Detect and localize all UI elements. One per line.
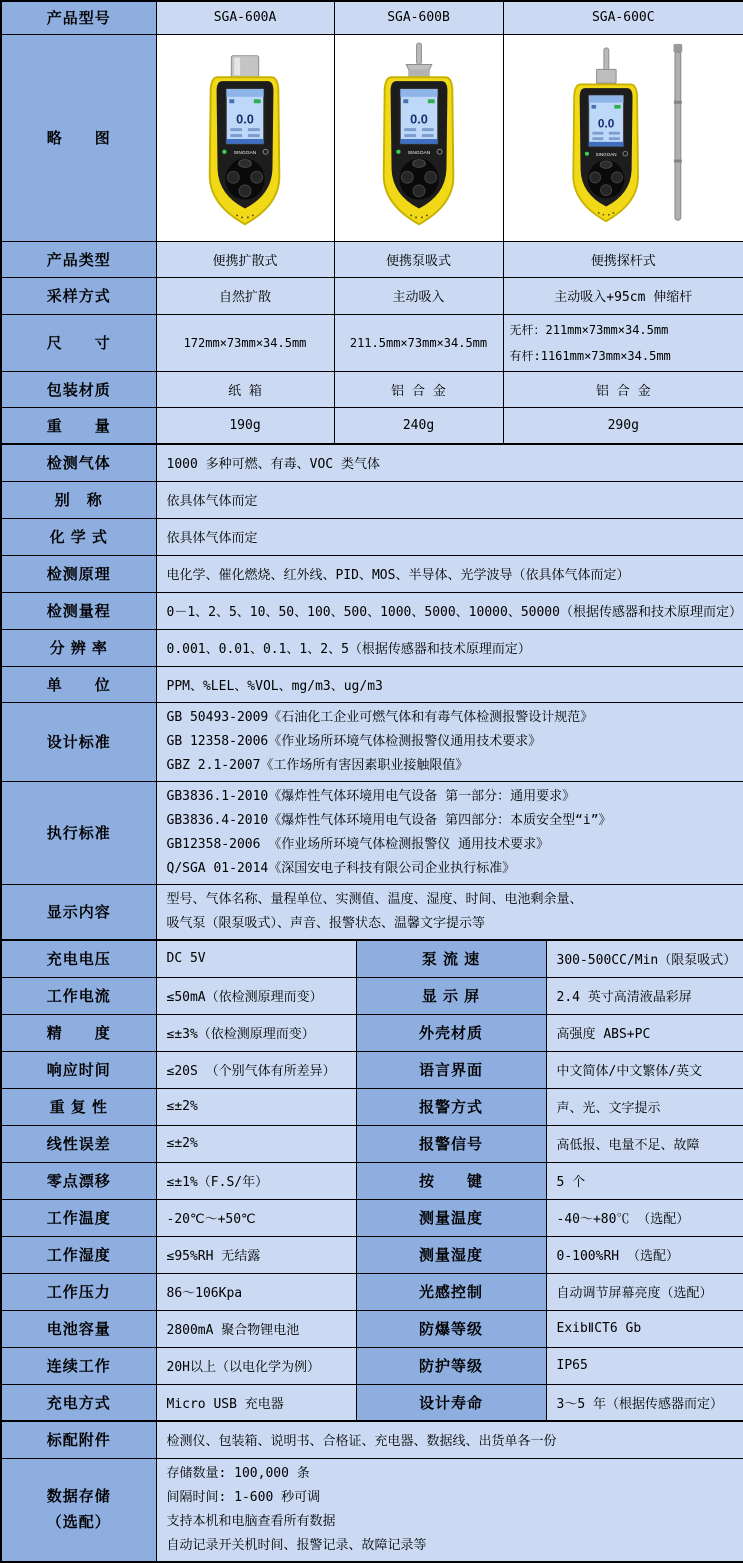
spec-row — [1, 241, 743, 277]
row-label: 显示内容 — [1, 884, 156, 940]
row-label: 设计寿命 — [356, 1384, 546, 1421]
row-value — [156, 702, 743, 781]
row-label: 报警信号 — [356, 1125, 546, 1162]
row-label: 响应时间 — [1, 1051, 156, 1088]
row-label: 报警方式 — [356, 1088, 546, 1125]
row-label: 连续工作 — [1, 1347, 156, 1384]
standard-line: GB 12358-2006《作业场所环境气体检测报警仪通用技术要求》 — [166, 733, 542, 749]
spec-row — [1, 1384, 743, 1421]
row-value: 高强度 ABS+PC — [546, 1014, 743, 1051]
spec-row — [1, 407, 743, 444]
row-value: -20℃～+50℃ — [156, 1199, 356, 1236]
standard-line: GB12358-2006 《作业场所环境气体检测报警仪 通用技术要求》 — [166, 836, 550, 852]
spec-table-double — [0, 939, 743, 1422]
spec-row — [1, 555, 743, 592]
row-label: 工作温度 — [1, 1199, 156, 1236]
photo-cell-sga-600a — [156, 34, 334, 241]
spec-row — [1, 1162, 743, 1199]
row-value: ≤20S （个别气体有所差异） — [156, 1051, 356, 1088]
standard-line: GBZ 2.1-2007《工作场所有害因素职业接触限值》 — [166, 757, 469, 773]
row-label: 线性误差 — [1, 1125, 156, 1162]
row-label-line: （选配） — [46, 1513, 111, 1531]
row-label: 工作湿度 — [1, 1236, 156, 1273]
row-label: 充电电压 — [1, 940, 156, 977]
model-name: SGA-600B — [334, 1, 503, 34]
row-value: ≤95%RH 无结露 — [156, 1236, 356, 1273]
display-content-line: 吸气泵（限泵吸式）、声音、报警状态、温馨文字提示等 — [166, 915, 486, 931]
row-value: 自动调节屏幕亮度（选配） — [546, 1273, 743, 1310]
row-value: PPM、%LEL、%VOL、mg/m3、ug/m3 — [156, 666, 743, 702]
storage-line: 存储数量: 100,000 条 — [166, 1465, 310, 1481]
row-label: 检测原理 — [1, 555, 156, 592]
row-value: 高低报、电量不足、故障 — [546, 1125, 743, 1162]
row-label: 检测量程 — [1, 592, 156, 629]
row-value: 211.5mm×73mm×34.5mm — [334, 314, 503, 371]
row-label: 执行标准 — [1, 781, 156, 884]
spec-row — [1, 444, 743, 481]
row-value: 1000 多种可燃、有毒、VOC 类气体 — [156, 444, 743, 481]
row-label: 别 称 — [1, 481, 156, 518]
spec-row — [1, 1051, 743, 1088]
spec-row — [1, 1458, 743, 1562]
spec-row — [1, 781, 743, 884]
row-label: 外壳材质 — [356, 1014, 546, 1051]
row-value: 86～106Kpa — [156, 1273, 356, 1310]
spec-row — [1, 1014, 743, 1051]
storage-line: 支持本机和电脑查看所有数据 — [166, 1513, 336, 1529]
row-label: 零点漂移 — [1, 1162, 156, 1199]
row-label: 略 图 — [1, 34, 156, 241]
row-value: Micro USB 充电器 — [156, 1384, 356, 1421]
spec-row — [1, 371, 743, 407]
row-label: 电池容量 — [1, 1310, 156, 1347]
row-value: 自然扩散 — [156, 277, 334, 314]
row-label: 设计标准 — [1, 702, 156, 781]
row-value: 190g — [156, 407, 334, 444]
row-label: 精 度 — [1, 1014, 156, 1051]
row-label: 产品型号 — [1, 1, 156, 34]
device-photo-sga-600a — [170, 40, 320, 236]
row-label: 语言界面 — [356, 1051, 546, 1088]
photo-cell-sga-600c — [503, 34, 743, 241]
row-label: 分 辨 率 — [1, 629, 156, 666]
row-label: 化 学 式 — [1, 518, 156, 555]
row-value: 0－1、2、5、10、50、100、500、1000、5000、10000、50000（根据传感器和技术原理而定） — [156, 592, 743, 629]
rod-shaft — [675, 51, 681, 220]
spec-row — [1, 481, 743, 518]
spec-row — [1, 629, 743, 666]
row-label: 工作压力 — [1, 1273, 156, 1310]
row-value: 便携泵吸式 — [334, 241, 503, 277]
row-label — [1, 1458, 156, 1562]
spec-table-middle — [0, 443, 743, 941]
device-photo-sga-600b — [344, 40, 494, 236]
row-value: 中文简体/中文繁体/英文 — [546, 1051, 743, 1088]
row-label: 测量湿度 — [356, 1236, 546, 1273]
sketch-row — [1, 34, 743, 241]
pump-probe-stem — [416, 42, 421, 64]
row-value: IP65 — [546, 1347, 743, 1384]
row-value: 电化学、催化燃烧、红外线、PID、MOS、半导体、光学波导（依具体气体而定） — [156, 555, 743, 592]
row-label: 测量温度 — [356, 1199, 546, 1236]
spec-row — [1, 666, 743, 702]
dimension-line: 有杆:1161mm×73mm×34.5mm — [509, 348, 671, 363]
photo-cell-sga-600b — [334, 34, 503, 241]
row-value: 2.4 英寸高清液晶彩屏 — [546, 977, 743, 1014]
row-value: 3～5 年（根据传感器而定） — [546, 1384, 743, 1421]
row-value: 290g — [503, 407, 743, 444]
row-label: 充电方式 — [1, 1384, 156, 1421]
spec-row — [1, 1273, 743, 1310]
row-label-line: 数据存储 — [46, 1487, 111, 1505]
row-value: 0.001、0.01、0.1、1、2、5（根据传感器和技术原理而定） — [156, 629, 743, 666]
standard-line: GB3836.1-2010《爆炸性气体环境用电气设备 第一部分：通用要求》 — [166, 788, 576, 804]
display-content-line: 型号、气体名称、量程单位、实测值、温度、湿度、时间、电池剩余量、 — [166, 891, 583, 907]
row-value: 240g — [334, 407, 503, 444]
row-value: 铝 合 金 — [503, 371, 743, 407]
row-value: 172mm×73mm×34.5mm — [156, 314, 334, 371]
spec-row — [1, 977, 743, 1014]
storage-line: 间隔时间: 1-600 秒可调 — [166, 1489, 321, 1505]
model-name: SGA-600A — [156, 1, 334, 34]
row-label: 防护等级 — [356, 1347, 546, 1384]
row-value: 便携扩散式 — [156, 241, 334, 277]
spec-row — [1, 518, 743, 555]
row-value — [156, 884, 743, 940]
row-value — [156, 781, 743, 884]
row-value: ≤±2% — [156, 1125, 356, 1162]
spec-row — [1, 1199, 743, 1236]
row-label: 产品类型 — [1, 241, 156, 277]
row-label: 防爆等级 — [356, 1310, 546, 1347]
spec-table-bottom — [0, 1420, 743, 1563]
row-value: DC 5V — [156, 940, 356, 977]
row-label: 光感控制 — [356, 1273, 546, 1310]
row-value: 主动吸入+95cm 伸缩杆 — [503, 277, 743, 314]
standard-line: Q/SGA 01-2014《深国安电子科技有限公司企业执行标准》 — [166, 860, 516, 876]
row-value: 铝 合 金 — [334, 371, 503, 407]
row-value: ≤±1%（F.S/年） — [156, 1162, 356, 1199]
row-label: 重 复 性 — [1, 1088, 156, 1125]
model-name: SGA-600C — [503, 1, 743, 34]
row-label: 采样方式 — [1, 277, 156, 314]
spec-row — [1, 1347, 743, 1384]
row-label: 尺 寸 — [1, 314, 156, 371]
row-value: 纸 箱 — [156, 371, 334, 407]
standard-line: GB 50493-2009《石油化工企业可燃气体和有毒气体检测报警设计规范》 — [166, 709, 594, 725]
row-value: 检测仪、包装箱、说明书、合格证、充电器、数据线、出货单各一份 — [156, 1421, 743, 1458]
spec-row — [1, 940, 743, 977]
device-photo-sga-600c — [548, 40, 698, 236]
row-value: 主动吸入 — [334, 277, 503, 314]
row-value: 300-500CC/Min（限泵吸式） — [546, 940, 743, 977]
row-value: ≤±3%（依检测原理而变） — [156, 1014, 356, 1051]
spec-row — [1, 314, 743, 371]
spec-row — [1, 1421, 743, 1458]
spec-row — [1, 592, 743, 629]
row-value — [503, 314, 743, 371]
row-value — [156, 1458, 743, 1562]
row-value: 便携探杆式 — [503, 241, 743, 277]
row-value: 0-100%RH （选配） — [546, 1236, 743, 1273]
rod-joint — [674, 100, 682, 103]
row-label: 泵 流 速 — [356, 940, 546, 977]
row-value: ExibⅡCT6 Gb — [546, 1310, 743, 1347]
standard-line: GB3836.4-2010《爆炸性气体环境用电气设备 第四部分：本质安全型“i”》 — [166, 812, 612, 828]
rod-joint — [674, 159, 682, 162]
row-label: 工作电流 — [1, 977, 156, 1014]
row-value: ≤50mA（依检测原理而变） — [156, 977, 356, 1014]
row-label: 检测气体 — [1, 444, 156, 481]
spec-table-top — [0, 0, 743, 445]
row-value: 2800mA 聚合物锂电池 — [156, 1310, 356, 1347]
row-label: 标配附件 — [1, 1421, 156, 1458]
row-label: 显 示 屏 — [356, 977, 546, 1014]
spec-row — [1, 884, 743, 940]
dimension-line: 无杆：211mm×73mm×34.5mm — [509, 322, 669, 337]
spec-row — [1, 1125, 743, 1162]
row-label: 重 量 — [1, 407, 156, 444]
sensor-cap-highlight — [234, 57, 240, 75]
storage-line: 自动记录开关机时间、报警记录、故障记录等 — [166, 1537, 427, 1553]
row-value: 依具体气体而定 — [156, 518, 743, 555]
sensor-cap — [597, 69, 617, 83]
spec-row — [1, 1088, 743, 1125]
row-label: 包装材质 — [1, 371, 156, 407]
spec-row — [1, 702, 743, 781]
row-label: 按 键 — [356, 1162, 546, 1199]
row-label: 单 位 — [1, 666, 156, 702]
spec-row — [1, 1310, 743, 1347]
row-value: 20H以上（以电化学为例） — [156, 1347, 356, 1384]
telescopic-rod — [674, 43, 683, 219]
row-value: -40～+80℃ （选配） — [546, 1199, 743, 1236]
spec-row — [1, 1236, 743, 1273]
row-value: 声、光、文字提示 — [546, 1088, 743, 1125]
spec-row — [1, 277, 743, 314]
row-value: ≤±2% — [156, 1088, 356, 1125]
row-value: 5 个 — [546, 1162, 743, 1199]
model-header-row — [1, 1, 743, 34]
row-value: 依具体气体而定 — [156, 481, 743, 518]
